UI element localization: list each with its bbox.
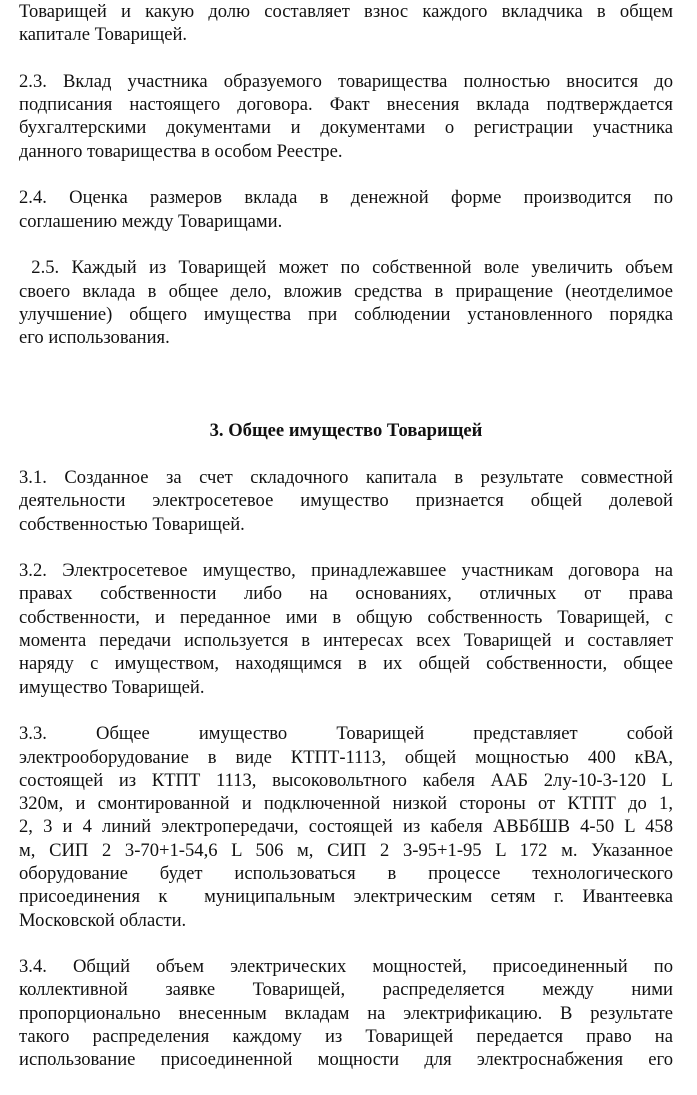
text-line: бухгалтерскими документами и документами о регистрации участника xyxy=(19,117,673,139)
text-line: такого распределения каждому из Товарищей передается право на xyxy=(19,1026,673,1048)
paragraph-2-5 xyxy=(19,256,673,349)
text-line: 320м, и смонтированной и подключенной низкой стороны от КТПТ до 1, xyxy=(19,793,673,815)
paragraph-2-3 xyxy=(19,70,673,163)
text-line: пропорционально внесенным вкладам на электрификацию. В результате xyxy=(19,1002,673,1024)
text-line: использование присоединенной мощности для электроснабжения его xyxy=(19,1049,673,1071)
text-line: м, СИП 2 3-70+1-54,6 L 506 м, СИП 2 3-95+1-95 L 172 м. Указанное xyxy=(19,839,673,861)
text-line: 2.4. Оценка размеров вклада в денежной форме производится по xyxy=(19,187,673,209)
text-line: 3.3. Общее имущество Товарищей представляет собой xyxy=(19,723,673,745)
document-page xyxy=(19,0,673,1095)
text-line: данного товарищества в особом Реестре. xyxy=(19,140,343,162)
paragraph-intro xyxy=(19,0,673,47)
text-line: электрооборудование в виде КТПТ-1113, общей мощностью 400 кВА, xyxy=(19,746,673,768)
paragraph-2-4 xyxy=(19,186,673,233)
text-line: момента передачи используется в интересах всех Товарищей и составляет xyxy=(19,630,673,652)
text-line: состоящей из КТПТ 1113, высоковольтного кабеля ААБ 2лу-10-3-120 L xyxy=(19,769,673,791)
text-line: 3.1. Созданное за счет складочного капитала в результате совместной xyxy=(19,466,673,488)
text-line: соглашению между Товарищами. xyxy=(19,210,283,232)
text-line: наряду с имуществом, находящимся в их общей собственности, общее xyxy=(19,653,673,675)
text-line: 2.5. Каждый из Товарищей может по собственной воле увеличить объем xyxy=(19,257,673,279)
text-line: его использования. xyxy=(19,327,170,349)
text-line: 2.3. Вклад участника образуемого товарищества полностью вносится до xyxy=(19,70,673,92)
text-line: имущество Товарищей. xyxy=(19,676,205,698)
text-line: 3.2. Электросетевое имущество, принадлежавшее участникам договора на xyxy=(19,560,673,582)
text-line: своего вклада в общее дело, вложив средства в приращение (неотделимое xyxy=(19,280,673,302)
text-line: 3.4. Общий объем электрических мощностей, присоединенный по xyxy=(19,956,673,978)
paragraph-3-3 xyxy=(19,722,673,932)
spacer xyxy=(19,373,673,420)
text-line: подписания настоящего договора. Факт внесения вклада подтверждается xyxy=(19,94,673,116)
text-line: присоединения к муниципальным электрическим сетям г. Ивантеевка xyxy=(19,886,673,908)
text-line: коллективной заявке Товарищей, распределяется между ними xyxy=(19,979,673,1001)
section-heading: 3. Общее имущество Товарищей xyxy=(209,420,483,442)
text-line: оборудование будет использоваться в процессе технологического xyxy=(19,862,673,884)
text-line: деятельности электросетевое имущество признается общей долевой xyxy=(19,490,673,512)
text-line: собственностью Товарищей. xyxy=(19,513,245,535)
text-line: собственности, и переданное ими в общую собственность Товарищей, с xyxy=(19,606,673,628)
text-line: Товарищей и какую долю составляет взнос каждого вкладчика в общем xyxy=(19,1,673,22)
text-line: правах собственности либо на основаниях, отличных от права xyxy=(19,583,673,605)
text-line: 2, 3 и 4 линий электропередачи, состоящей из кабеля АВБбШВ 4-50 L 458 xyxy=(19,816,673,838)
paragraph-3-1 xyxy=(19,466,673,536)
text-line: улучшение) общего имущества при соблюдении установленного порядка xyxy=(19,303,673,325)
text-line: Московской области. xyxy=(19,909,187,931)
paragraph-3-2 xyxy=(19,559,673,699)
text-line: капитале Товарищей. xyxy=(19,24,188,46)
paragraph-3-4 xyxy=(19,955,673,1071)
